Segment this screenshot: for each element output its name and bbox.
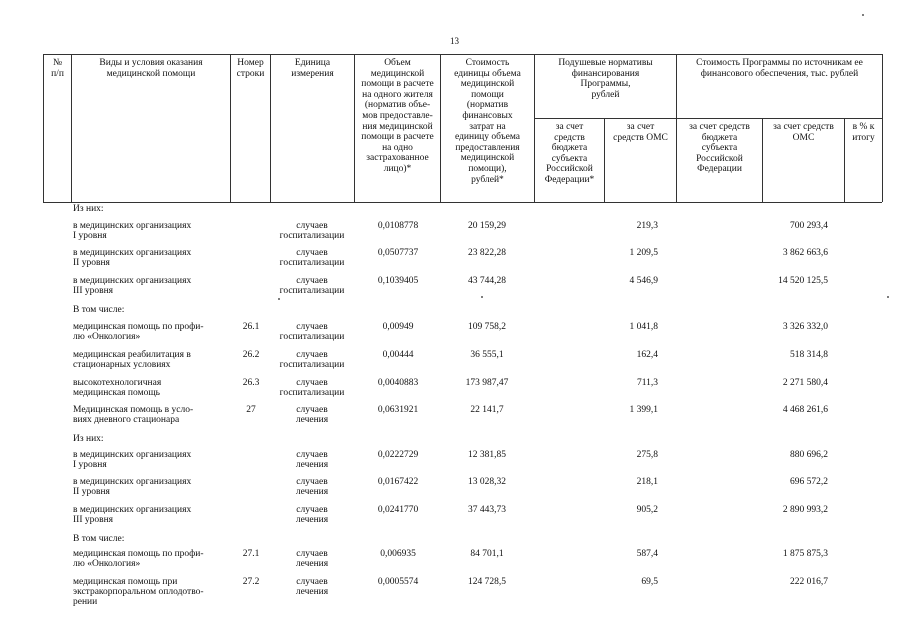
row-unit: случаев госпитализации <box>279 248 345 269</box>
row-unit: случаев госпитализации <box>279 221 345 242</box>
row-unit: случаев лечения <box>295 405 329 426</box>
row-text: высокотехнологичная медицинская помощь <box>73 378 162 399</box>
row-oms-total: 2 890 993,2 <box>782 505 828 515</box>
row-unit: случаев лечения <box>295 549 329 570</box>
row-cost: 22 141,7 <box>470 405 504 415</box>
row-oms-total: 14 520 125,5 <box>778 276 828 286</box>
row-unit: случаев лечения <box>295 477 329 498</box>
col-header-unit-cost: Стоимость единицы объема медицинской помощи (норматив финансовых затрат на единицу объема предоставления медицинской помощи), рублей* <box>454 58 521 185</box>
row-oms-per-capita: 69,5 <box>641 577 658 587</box>
col-header-per-capita-budget: за счет средств бюджета субъекта Российской Федерации* <box>544 122 595 185</box>
row-text: В том числе: <box>73 305 125 315</box>
row-volume: 0,0222729 <box>377 450 419 460</box>
row-oms-total: 880 696,2 <box>790 450 828 460</box>
col-header-types: Виды и условия оказания медицинской помощи <box>99 58 203 79</box>
row-cost: 43 744,28 <box>468 276 506 286</box>
row-volume: 0,0241770 <box>377 505 419 515</box>
row-cost: 173 987,47 <box>465 378 509 388</box>
row-text: медицинская реабилитация в стационарных условиях <box>73 350 191 371</box>
row-cost: 109 758,2 <box>468 322 506 332</box>
row-cost: 36 555,1 <box>470 350 504 360</box>
row-number: 26.1 <box>242 322 260 332</box>
row-volume: 0,1039405 <box>377 276 419 286</box>
row-text: медицинская помощь по профи- лю «Онкология» <box>73 549 204 570</box>
row-oms-per-capita: 1 041,8 <box>629 322 658 332</box>
col-header-no: № п/п <box>51 58 64 79</box>
row-text: медицинская помощь по профи- лю «Онкология» <box>73 322 204 343</box>
col-header-program-oms: за счет средств ОМС <box>773 122 834 143</box>
row-text: в медицинских организациях III уровня <box>73 505 192 526</box>
row-cost: 84 701,1 <box>470 549 504 559</box>
row-oms-per-capita: 4 546,9 <box>629 276 658 286</box>
row-unit: случаев лечения <box>295 450 329 471</box>
row-text: в медицинских организациях II уровня <box>73 477 192 498</box>
row-number: 26.2 <box>242 350 260 360</box>
row-text: Из них: <box>73 434 104 444</box>
row-oms-total: 222 016,7 <box>790 577 828 587</box>
row-oms-total: 3 862 663,6 <box>782 248 828 258</box>
row-cost: 37 443,73 <box>468 505 506 515</box>
row-cost: 20 159,29 <box>468 221 506 231</box>
row-unit: случаев лечения <box>295 505 329 526</box>
row-text: в медицинских организациях II уровня <box>73 248 192 269</box>
row-unit: случаев госпитализации <box>279 378 345 399</box>
row-oms-per-capita: 905,2 <box>636 505 658 515</box>
col-header-program-budget: за счет средств бюджета субъекта Российской Федерации <box>689 122 750 175</box>
row-cost: 12 381,85 <box>468 450 506 460</box>
row-volume: 0,00949 <box>382 322 414 332</box>
row-oms-per-capita: 587,4 <box>636 549 658 559</box>
row-oms-total: 4 468 261,6 <box>782 405 828 415</box>
row-volume: 0,0631921 <box>377 405 419 415</box>
row-unit: случаев госпитализации <box>279 322 345 343</box>
col-header-unit: Единица измерения <box>291 58 334 79</box>
scan-speck <box>887 296 889 298</box>
row-oms-total: 1 875 875,3 <box>782 549 828 559</box>
row-cost: 124 728,5 <box>468 577 506 587</box>
row-oms-per-capita: 1 209,5 <box>629 248 658 258</box>
row-number: 26.3 <box>242 378 260 388</box>
row-text: в медицинских организациях I уровня <box>73 221 192 242</box>
row-text: В том числе: <box>73 534 125 544</box>
row-oms-per-capita: 711,3 <box>636 378 658 388</box>
row-volume: 0,0108778 <box>377 221 419 231</box>
scan-speck <box>278 298 280 300</box>
row-text: Из них: <box>73 204 104 214</box>
page-number: 13 <box>450 36 459 46</box>
row-oms-per-capita: 218,1 <box>636 477 658 487</box>
scan-speck <box>481 296 483 298</box>
row-oms-total: 518 314,8 <box>790 350 828 360</box>
row-oms-total: 700 293,4 <box>790 221 828 231</box>
row-cost: 13 028,32 <box>468 477 506 487</box>
scan-speck <box>862 14 864 16</box>
row-oms-per-capita: 219,3 <box>636 221 658 231</box>
row-number: 27 <box>246 405 256 415</box>
row-oms-total: 696 572,2 <box>790 477 828 487</box>
row-text: Медицинская помощь в усло- виях дневного стационара <box>73 405 194 426</box>
row-volume: 0,0167422 <box>377 477 419 487</box>
row-oms-per-capita: 162,4 <box>636 350 658 360</box>
row-volume: 0,0040883 <box>377 378 419 388</box>
row-text: медицинская помощь при экстракорпоральном оплодотво- рении <box>73 577 204 608</box>
row-oms-total: 3 326 332,0 <box>782 322 828 332</box>
col-header-program-cost: Стоимость Программы по источникам ее финансового обеспечения, тыс. рублей <box>696 58 863 79</box>
col-header-volume: Объем медицинской помощи в расчете на одного жителя (норматив объе- мов предоставле- ния медицинской помощи в расчете на одно застрахованное лицо)* <box>361 58 434 174</box>
row-unit: случаев госпитализации <box>279 276 345 297</box>
row-oms-total: 2 271 580,4 <box>782 378 828 388</box>
row-volume: 0,0507737 <box>377 248 419 258</box>
col-header-line-no: Номер строки <box>236 58 265 79</box>
row-cost: 23 822,28 <box>468 248 506 258</box>
row-number: 27.2 <box>242 577 260 587</box>
row-unit: случаев госпитализации <box>279 350 345 371</box>
row-volume: 0,006935 <box>380 549 416 559</box>
col-header-program-pct: в % к итогу <box>852 122 875 143</box>
row-oms-per-capita: 275,8 <box>636 450 658 460</box>
row-text: в медицинских организациях III уровня <box>73 276 192 297</box>
row-text: в медицинских организациях I уровня <box>73 450 192 471</box>
col-header-per-capita-oms: за счет средств ОМС <box>613 122 668 143</box>
col-header-per-capita: Подушевые нормативы финансирования Программы, рублей <box>558 58 653 100</box>
row-number: 27.1 <box>242 549 260 559</box>
row-volume: 0,0005574 <box>377 577 419 587</box>
row-oms-per-capita: 1 399,1 <box>629 405 658 415</box>
row-unit: случаев лечения <box>295 577 329 598</box>
row-volume: 0,00444 <box>382 350 414 360</box>
